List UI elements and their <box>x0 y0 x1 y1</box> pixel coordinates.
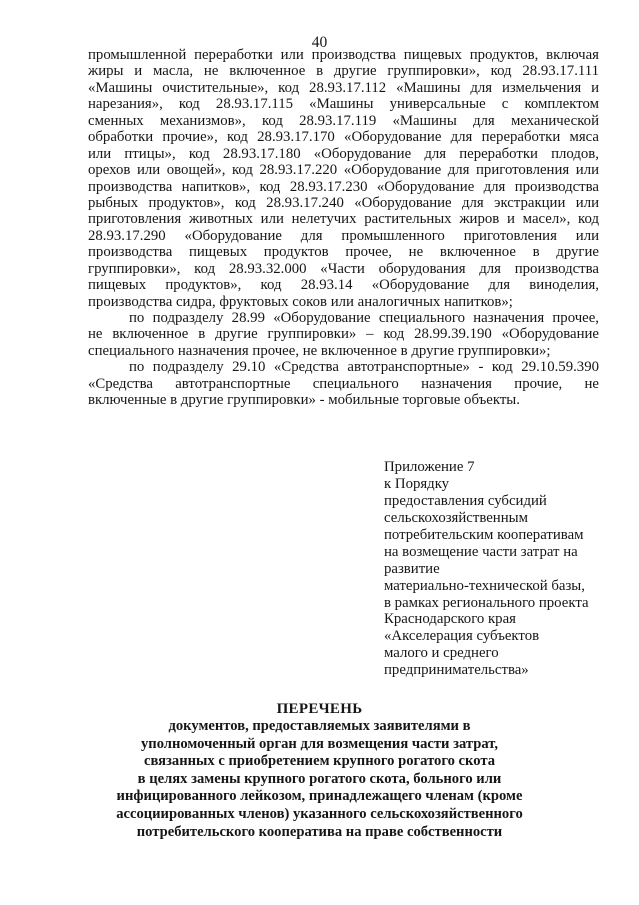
annex-line: Краснодарского края <box>384 611 516 628</box>
text-line: «Машины очистительные», код 28.93.17.112 «Машины для измельчения и <box>88 79 599 96</box>
text-line: производства сидра, фруктовых соков или аналогичных напитков»; <box>88 293 513 310</box>
text-line: приготовления животных или нелетучих растительных жиров и масел», код <box>88 211 599 228</box>
text-line: нарезания», код 28.93.17.115 «Машины универсальные с комплектом <box>88 96 599 113</box>
annex-header <box>384 459 602 679</box>
subtitle-line: документов, предоставляемых заявителями в <box>168 718 471 734</box>
annex-line: «Акселерация субъектов <box>384 628 540 645</box>
annex-line: сельскохозяйственным <box>384 509 528 526</box>
subtitle-line: уполномоченный орган для возмещения части затрат, <box>140 735 498 752</box>
subtitle-line: ассоциированных членов) указанного сельскохозяйственного <box>116 805 523 822</box>
text-line: промышленной переработки или производства пищевых продуктов, включая <box>88 47 599 63</box>
annex-line: на возмещение части затрат на <box>384 543 578 560</box>
document-subtitle <box>0 718 639 841</box>
annex-line: в рамках регионального проекта <box>384 594 589 611</box>
annex-line: Приложение 7 <box>384 459 475 475</box>
subtitle-line: в целях замены крупного рогатого скота, больного или <box>137 770 502 787</box>
text-line: сменных механизмов», код 28.93.17.119 «Машины для механической <box>88 112 599 129</box>
page-number: 40 <box>311 34 328 51</box>
text-line: обработки прочие», код 28.93.17.170 «Оборудование для переработки мяса <box>88 129 599 146</box>
subtitle-line: потребительского кооператива на праве собственности <box>136 823 503 840</box>
annex-line: материально-технической базы, <box>384 577 585 594</box>
text-line: производства напитков», код 28.93.17.230 «Оборудование для производства <box>88 178 599 195</box>
text-line: или птицы», код 28.93.17.180 «Оборудование для переработки плодов, <box>88 145 599 162</box>
text-line: жиры и масла, не включенное в другие группировки», код 28.93.17.111 <box>88 63 599 80</box>
text-line: рыбных продуктов», код 28.93.17.240 «Оборудование для экстракции или <box>88 194 599 211</box>
text-line: по подразделу 28.99 «Оборудование специального назначения прочее, <box>129 310 599 326</box>
annex-line: предоставления субсидий <box>384 492 547 509</box>
text-line: пищевых продуктов», код 28.93.14 «Оборудование для виноделия, <box>88 277 599 294</box>
text-line: не включенное в другие группировки» – код 28.99.39.190 «Оборудование <box>88 326 599 343</box>
document-title: ПЕРЕЧЕНЬ <box>276 701 363 717</box>
annex-line: развитие <box>384 560 440 577</box>
text-line: производства пищевых продуктов прочее, не включенное в другие <box>88 244 599 261</box>
text-line: 28.93.17.290 «Оборудование для промышленного приготовления или <box>88 227 599 244</box>
annex-line: потребительским кооперативам <box>384 526 584 543</box>
subtitle-line: связанных с приобретением крупного рогатого скота <box>144 753 495 770</box>
annex-line: предпринимательства» <box>384 662 529 679</box>
text-line: по подразделу 29.10 «Средства автотранспортные» - код 29.10.59.390 <box>129 359 599 376</box>
text-line: группировки», код 28.93.32.000 «Части оборудования для производства <box>88 260 599 277</box>
text-line: включенные в другие группировки» - мобильные торговые объекты. <box>88 392 520 409</box>
annex-line: к Порядку <box>384 475 450 492</box>
text-line: «Средства автотранспортные специального назначения прочие, не <box>88 375 599 392</box>
body-text <box>88 47 599 409</box>
text-line: орехов или овощей», код 28.93.17.220 «Оборудование для приготовления или <box>88 162 599 179</box>
annex-line: малого и среднего <box>384 645 499 662</box>
text-line: специального назначения прочее, не включенное в другие группировки»; <box>88 342 551 359</box>
subtitle-line: инфицированного лейкозом, принадлежащего членам (кроме <box>116 788 523 805</box>
